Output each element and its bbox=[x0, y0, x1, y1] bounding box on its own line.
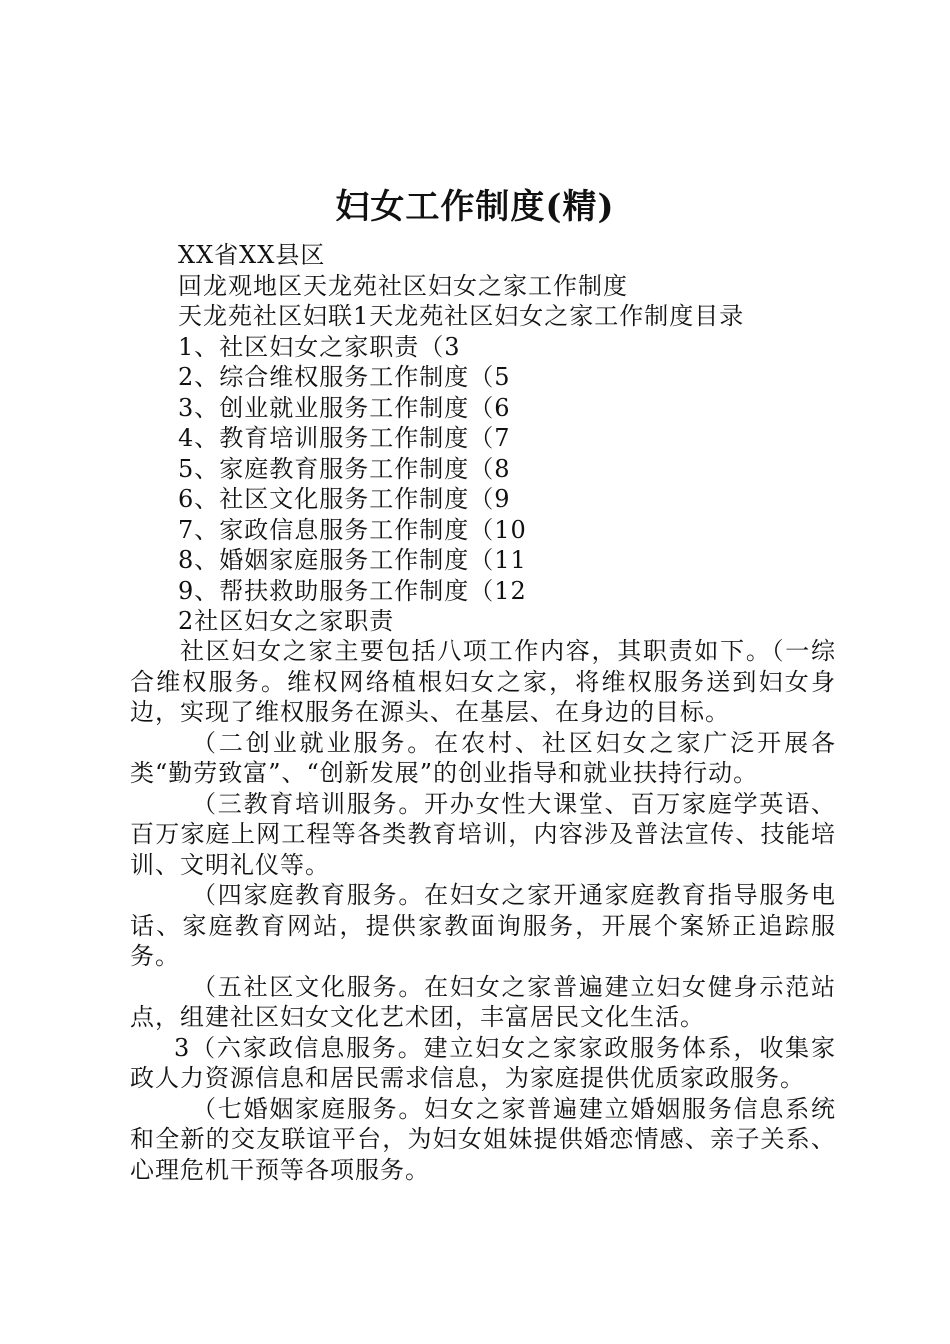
region-line: XX省XX县区 bbox=[178, 241, 326, 269]
toc-item: 4、教育培训服务工作制度（7 bbox=[178, 424, 511, 452]
paragraph: （五社区文化服务。在妇女之家普遍建立妇女健身示范站点，组建社区妇女文化艺术团，丰富居民文化生活。 bbox=[130, 972, 836, 1031]
paragraph: 社区妇女之家主要包括八项工作内容，其职责如下。（一综合维权服务。维权网络植根妇女之家，将维权服务送到妇女身边，实现了维权服务在源头、在基层、在身边的目标。 bbox=[130, 637, 836, 726]
toc-item: 3、创业就业服务工作制度（6 bbox=[178, 393, 511, 422]
header-lines bbox=[178, 240, 878, 637]
toc-item: 2、综合维权服务工作制度（5 bbox=[178, 363, 511, 391]
paragraph: （七婚姻家庭服务。妇女之家普遍建立婚姻服务信息系统和全新的交友联谊平台，为妇女姐妹提供婚恋情感、亲子关系、心理危机干预等各项服务。 bbox=[130, 1094, 836, 1184]
section-heading: 2社区妇女之家职责 bbox=[178, 607, 395, 635]
toc-item: 6、社区文化服务工作制度（9 bbox=[178, 485, 511, 513]
paragraph: （四家庭教育服务。在妇女之家开通家庭教育指导服务电话、家庭教育网站，提供家教面询服务，开展个案矫正追踪服务。 bbox=[130, 881, 836, 970]
toc-heading: 天龙苑社区妇联1天龙苑社区妇女之家工作制度目录 bbox=[178, 302, 745, 330]
subtitle-line: 回龙观地区天龙苑社区妇女之家工作制度 bbox=[178, 271, 628, 300]
paragraph: （二创业就业服务。在农村、社区妇女之家广泛开展各类“勤劳致富”、“创新发展”的创业指导和就业扶持行动。 bbox=[130, 728, 836, 787]
toc-item: 5、家庭教育服务工作制度（8 bbox=[178, 454, 511, 483]
toc-item: 1、社区妇女之家职责（3 bbox=[178, 332, 461, 361]
toc-item: 8、婚姻家庭服务工作制度（11 bbox=[178, 546, 527, 574]
paragraph: （三教育培训服务。开办女性大课堂、百万家庭学英语、百万家庭上网工程等各类教育培训，内容涉及普法宣传、技能培训、文明礼仪等。 bbox=[130, 789, 836, 879]
toc-item: 7、家政信息服务工作制度（10 bbox=[178, 515, 527, 544]
document-title: 妇女工作制度(精) bbox=[335, 187, 615, 227]
paragraph: 3（六家政信息服务。建立妇女之家家政服务体系，收集家政人力资源信息和居民需求信息，为家庭提供优质家政服务。 bbox=[130, 1033, 836, 1092]
toc-item: 9、帮扶救助服务工作制度（12 bbox=[178, 576, 527, 605]
body-text bbox=[130, 636, 836, 1185]
